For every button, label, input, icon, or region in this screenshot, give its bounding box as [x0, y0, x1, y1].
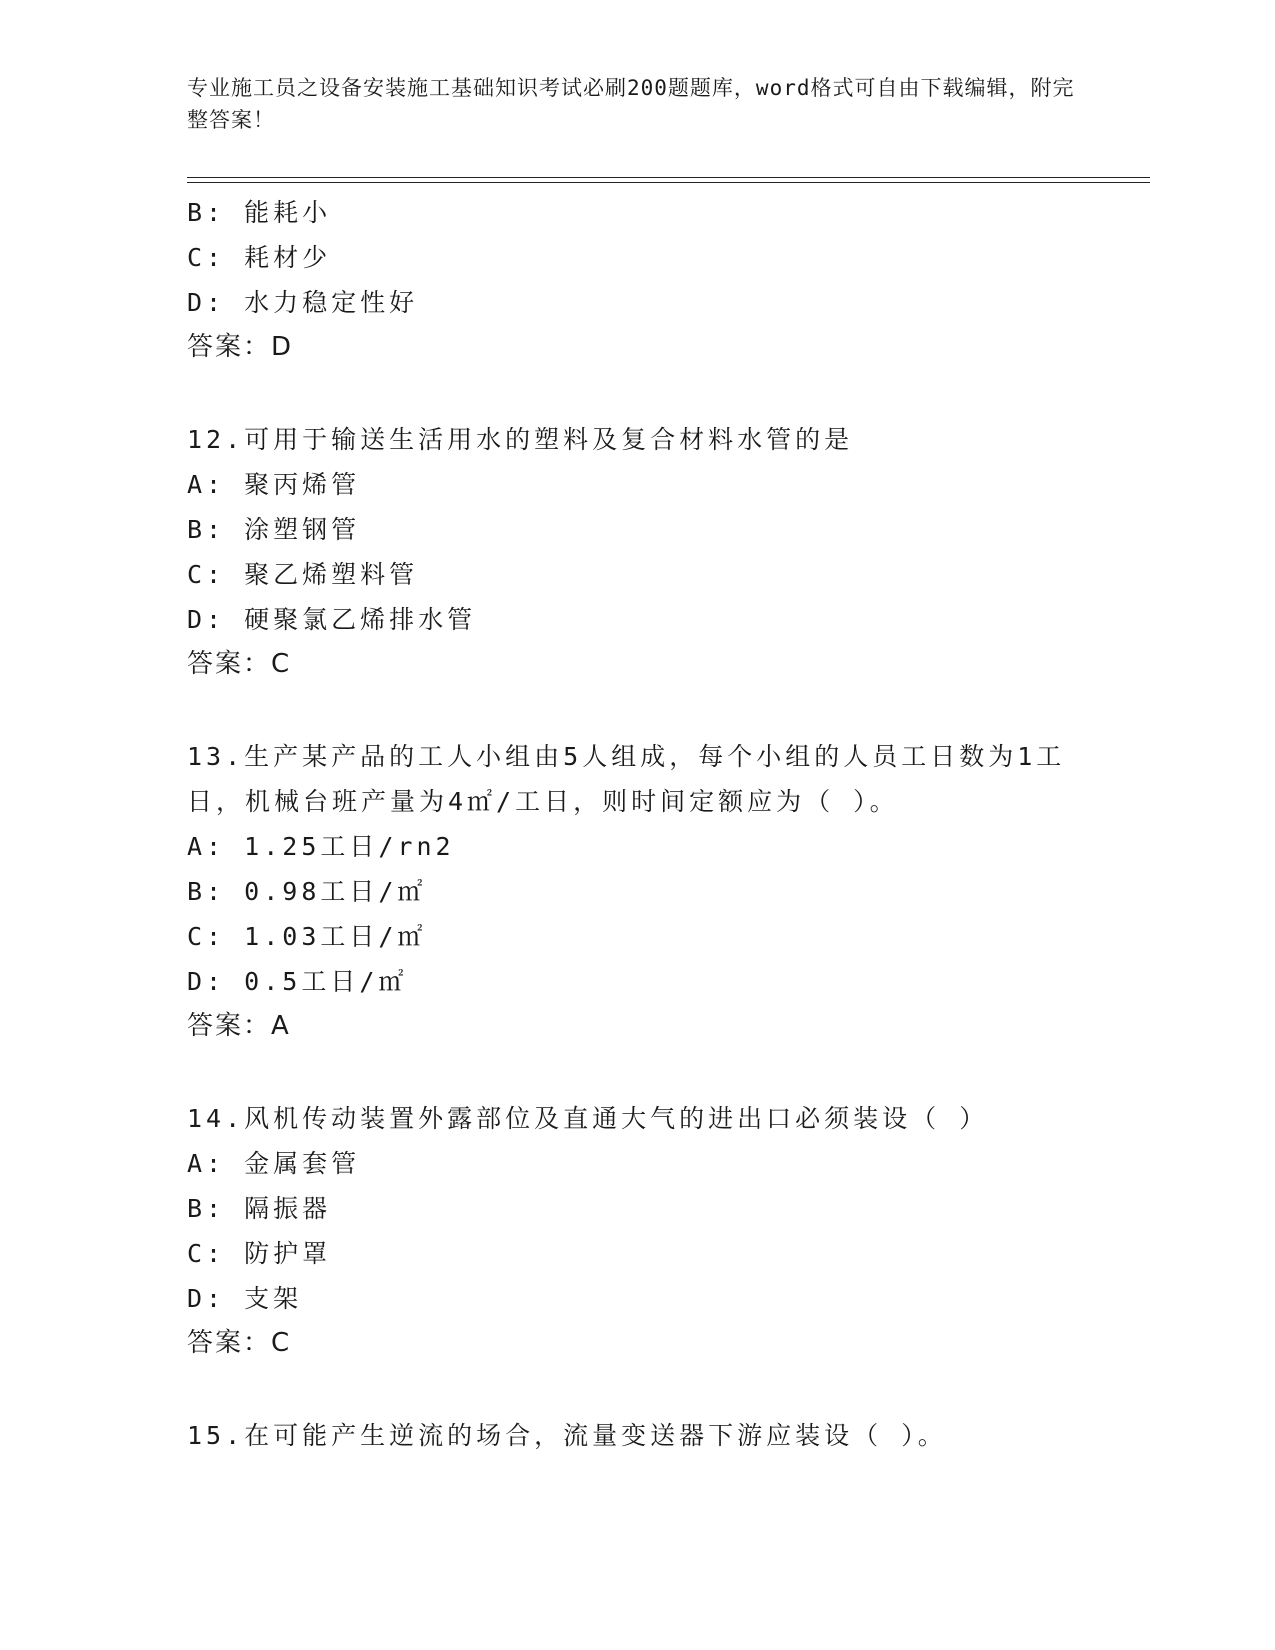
option-d: D: 水力稳定性好	[187, 288, 419, 317]
option-b: B: 能耗小	[187, 198, 332, 227]
question-stem: 12.可用于输送生活用水的塑料及复合材料水管的是	[187, 425, 854, 454]
option-b: B: 0.98工日/㎡	[187, 877, 427, 906]
option-a: A: 金属套管	[187, 1149, 361, 1178]
option-c: C: 耗材少	[187, 243, 332, 272]
question-stem-line-1: 13.生产某产品的工人小组由5人组成，每个小组的人员工日数为1工	[187, 742, 1066, 771]
option-d: D: 硬聚氯乙烯排水管	[187, 605, 477, 634]
option-a: A: 聚丙烯管	[187, 470, 361, 499]
question-continued	[187, 190, 1087, 370]
option-b: B: 涂塑钢管	[187, 515, 361, 544]
question-stem: 15.在可能产生逆流的场合，流量变送器下游应装设（ ）。	[187, 1421, 947, 1450]
option-d: D: 支架	[187, 1284, 303, 1313]
document-header: 专业施工员之设备安装施工基础知识考试必刷200题题库，word格式可自由下载编辑，附完整答案！	[187, 76, 1075, 132]
option-c: C: 防护罩	[187, 1239, 332, 1268]
header-rule-bottom	[187, 182, 1150, 183]
option-d: D: 0.5工日/㎡	[187, 967, 408, 996]
question-12	[187, 417, 1087, 687]
option-a: A: 1.25工日/rn2	[187, 832, 455, 861]
answer: 答案：C	[187, 649, 292, 679]
answer: 答案：C	[187, 1328, 292, 1358]
option-c: C: 1.03工日/㎡	[187, 922, 427, 951]
question-stem: 14.风机传动装置外露部位及直通大气的进出口必须装设（ ）	[187, 1104, 989, 1133]
question-13	[187, 734, 1087, 1049]
option-b: B: 隔振器	[187, 1194, 332, 1223]
answer: 答案：A	[187, 1011, 291, 1041]
question-15	[187, 1413, 1087, 1458]
option-c: C: 聚乙烯塑料管	[187, 560, 419, 589]
question-list	[187, 190, 1087, 1458]
header-rule-top	[187, 177, 1150, 178]
question-14	[187, 1096, 1087, 1366]
question-stem-line-2: 日，机械台班产量为4㎡/工日，则时间定额应为（ ）。	[187, 787, 899, 816]
answer: 答案：D	[187, 332, 294, 362]
